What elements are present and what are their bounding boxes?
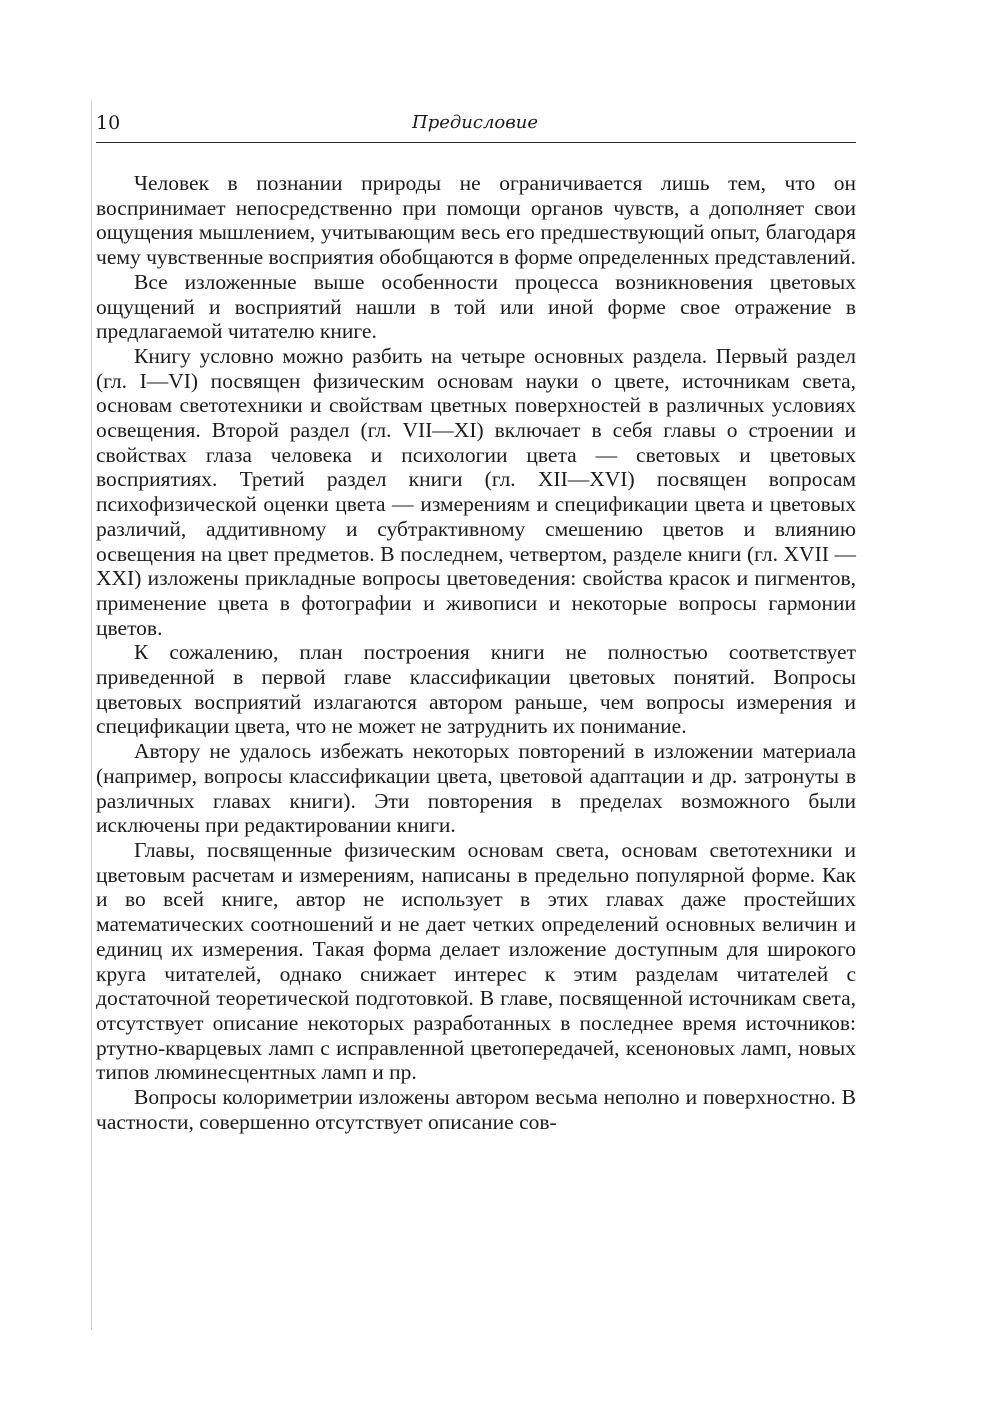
scan-edge-line	[91, 100, 92, 1330]
paragraph-2: Все изложенные выше особенности процесса возникновения цветовых ощущений и восприятий нашли в той или иной форме свое отражение в предлагаемой читателю книге.	[96, 269, 856, 344]
paragraph-4: К сожалению, план построения книги не полностью соответствует приведенной в первой главе классификации цветовых понятий. Вопросы цветовых восприятий излагаются автором раньше, чем вопросы измерения и спецификации цвета, что не может не затруднить их понимание.	[96, 640, 856, 739]
running-title: Предисловие	[412, 112, 538, 133]
header-rule	[96, 142, 856, 143]
paragraph-1: Человек в познании природы не ограничивается лишь тем, что он воспринимает непосредственно при помощи органов чувств, а дополняет свои ощущения мышлением, учитывающим весь его предшествующий опыт, благодаря чему чувственные восприятия обобщаются в форме определенных представлений.	[96, 171, 856, 270]
paragraph-5: Автору не удалось избежать некоторых повторений в изложении материала (например, вопросы классификации цвета, цветовой адаптации и др. затронуты в различных главах книги). Эти повторения в пределах возможного были исключены при редактировании книги.	[96, 739, 856, 838]
paragraph-7: Вопросы колориметрии изложены автором весьма неполно и поверхностно. В частности, совершенно отсутствует описание сов-	[96, 1085, 856, 1134]
body-text	[96, 171, 856, 1134]
page-number: 10	[96, 112, 121, 134]
running-head	[96, 108, 854, 142]
paragraph-6: Главы, посвященные физическим основам света, основам светотехники и цветовым расчетам и измерениям, написаны в предельно популярной форме. Как и во всей книге, автор не использует в этих главах даже простейших математических соотношений и не дает четких определений основных величин и единиц их измерения. Такая форма делает изложение доступным для широкого круга читателей, однако снижает интерес к этим разделам читателей с достаточной теоретической подготовкой. В главе, посвященной источникам света, отсутствует описание некоторых разработанных в последнее время источников: ртутно-кварцевых ламп с исправленной цветопередачей, ксеноновых ламп, новых типов люминесцентных ламп и пр.	[96, 837, 856, 1085]
paragraph-3: Книгу условно можно разбить на четыре основных раздела. Первый раздел (гл. I—VI) посвящен физическим основам науки о цвете, источникам света, основам светотехники и свойствам цветных поверхностей в различных условиях освещения. Второй раздел (гл. VII—XI) включает в себя главы о строении и свойствах глаза человека и психологии цвета — световых и цветовых восприятиях. Третий раздел книги (гл. XII—XVI) посвящен вопросам психофизической оценки цвета — измерениям и спецификации цвета и цветовых различий, аддитивному и субтрактивному смешению цветов и влиянию освещения на цвет предметов. В последнем, четвертом, разделе книги (гл. XVII — XXI) изложены прикладные вопросы цветоведения: свойства красок и пигментов, применение цвета в фотографии и живописи и некоторые вопросы гармонии цветов.	[96, 343, 856, 640]
